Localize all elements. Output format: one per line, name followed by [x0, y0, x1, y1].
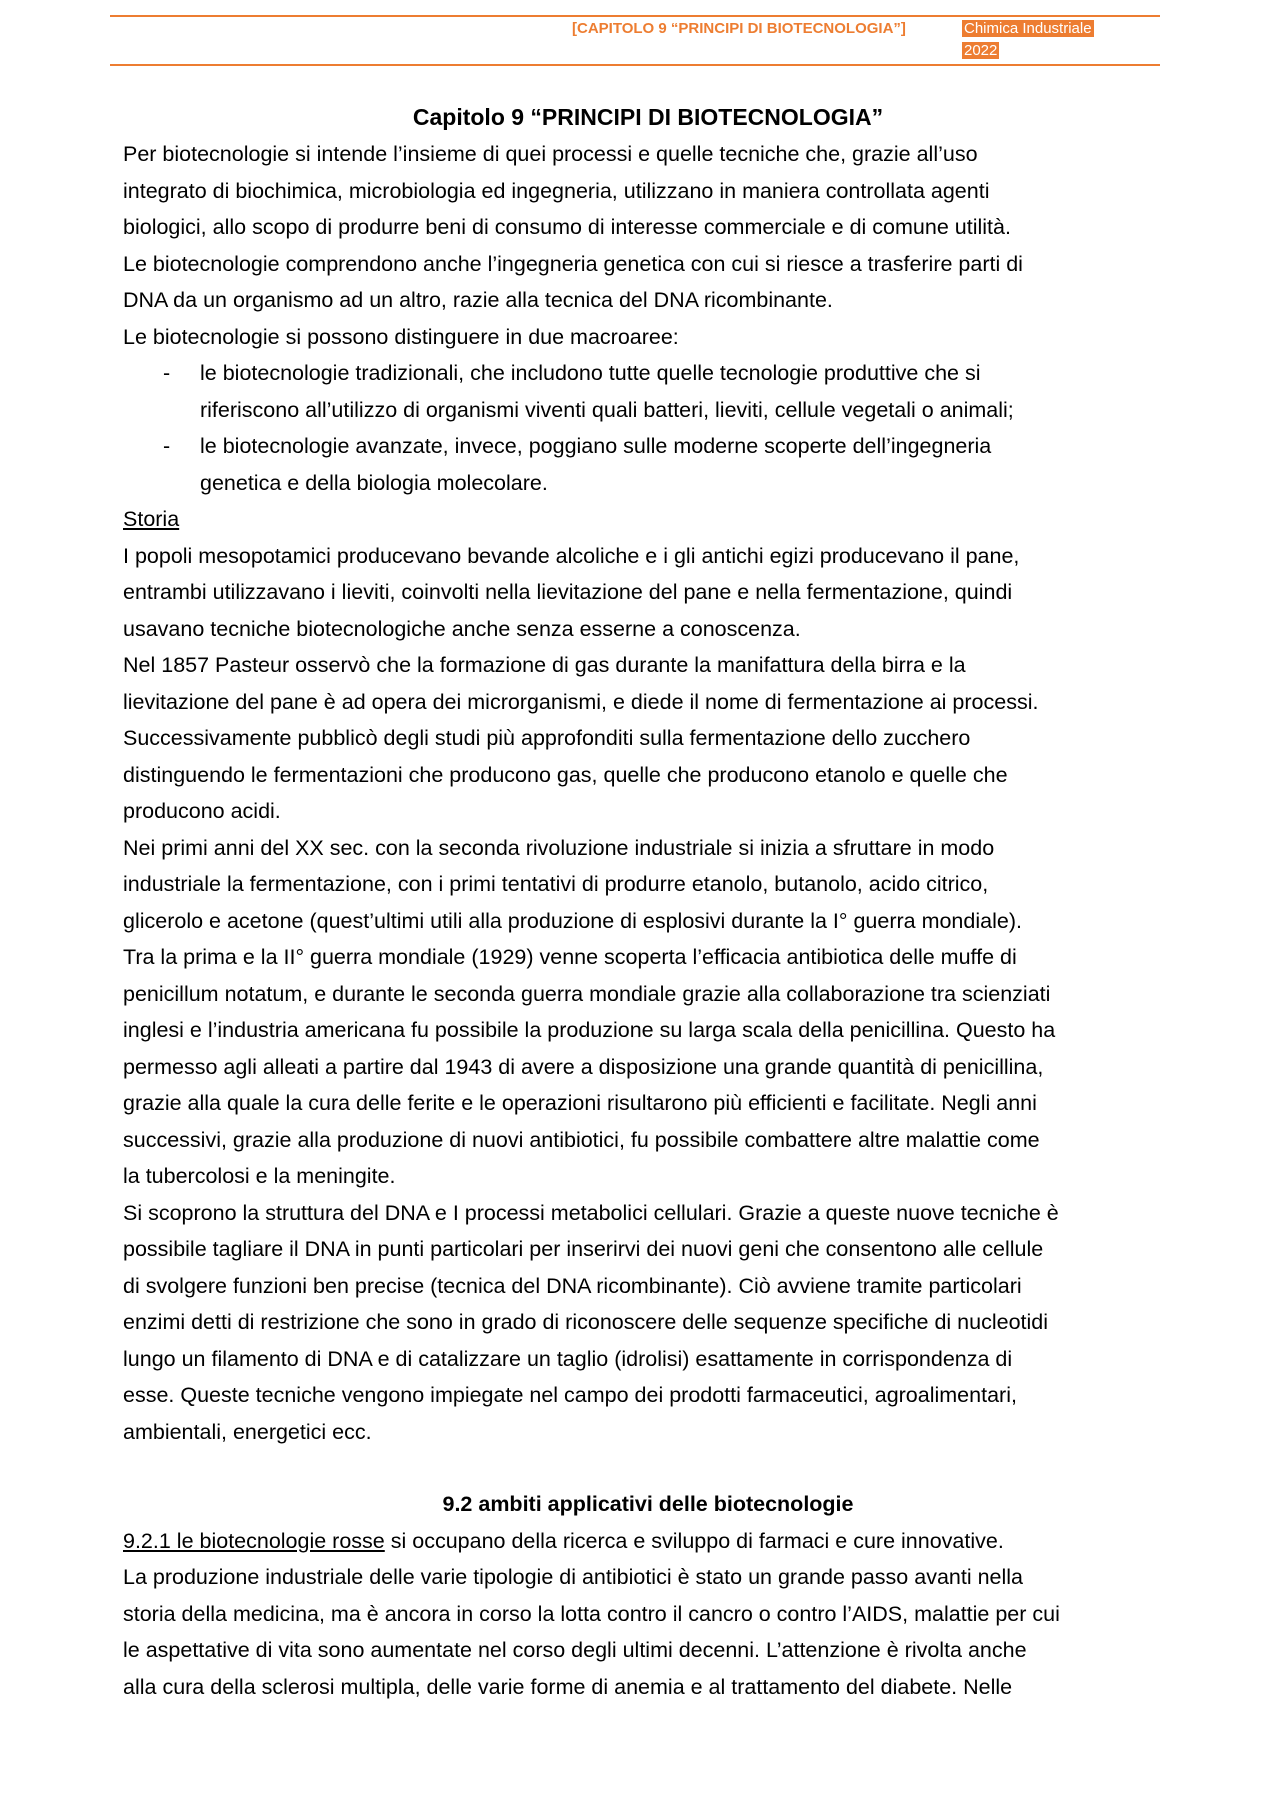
text-line: Le biotecnologie comprendono anche l’ingegneria genetica con cui si riesce a trasferire parti di: [123, 251, 1023, 276]
text-line: industriale la fermentazione, con i primi tentativi di produrre etanolo, butanolo, acido citrico,: [123, 872, 989, 896]
history-paragraphs: [123, 538, 1173, 1451]
history-heading: Storia: [123, 507, 180, 531]
text-line: Nei primi anni del XX sec. con la seconda rivoluzione industriale si inizia a sfruttare in modo: [123, 835, 995, 860]
section-title: 9.2 ambiti applicativi delle biotecnologie: [442, 1492, 854, 1516]
text-line: Le biotecnologie si possono distinguere in due macroaree:: [123, 324, 679, 349]
red-biotech-heading-rest: si occupano della ricerca e sviluppo di farmaci e cure innovative.: [384, 1528, 1004, 1553]
text-line: I popoli mesopotamici producevano bevande alcoliche e i gli antichi egizi producevano il pane,: [123, 543, 1020, 568]
text-line: grazie alla quale la cura delle ferite e le operazioni risultarono più efficienti e facilitate. Negli anni: [123, 1091, 1037, 1115]
text-line: Per biotecnologie si intende l’insieme di quei processi e quelle tecniche che, grazie all’uso: [123, 142, 978, 166]
text-line: Si scoprono la struttura del DNA e I processi metabolici cellulari. Grazie a queste nuove tecniche è: [123, 1200, 1059, 1225]
header-top-rule: [110, 15, 1160, 17]
text-line: glicerolo e acetone (quest’ultimi utili alla produzione di esplosivi durante la I° guerra mondiale).: [123, 908, 1022, 933]
text-line: usavano tecniche biotecnologiche anche senza esserne a conoscenza.: [123, 616, 801, 641]
text-line: ambientali, energetici ecc.: [123, 1419, 372, 1444]
text-line: entrambi utilizzavano i lieviti, coinvolti nella lievitazione del pane e nella fermentazione, quindi: [123, 580, 1013, 604]
list-item-line: le biotecnologie avanzate, invece, poggiano sulle moderne scoperte dell’ingegneria: [200, 434, 992, 458]
text-line: distinguendo le fermentazioni che producono gas, quelle che producono etanolo e quelle che: [123, 762, 1008, 787]
red-biotech-heading: 9.2.1 le biotecnologie rosse: [123, 1528, 385, 1553]
header-course-year: 2022: [964, 42, 998, 59]
macroarea-list: [123, 355, 1173, 501]
page-body: [123, 98, 1173, 1705]
list-item: [123, 355, 1173, 392]
list-item-line: le biotecnologie tradizionali, che includono tutte quelle tecnologie produttive che si: [200, 361, 981, 385]
red-biotech-intro-line: [123, 1523, 1173, 1560]
red-biotech-paragraph: [123, 1559, 1173, 1705]
list-item-line: riferiscono all’utilizzo di organismi viventi quali batteri, lieviti, cellule vegetali o animali;: [200, 397, 1014, 422]
text-line: alla cura della sclerosi multipla, delle varie forme di anemia e al trattamento del diabete. Nelle: [123, 1674, 1013, 1699]
header-course-label: [962, 18, 1120, 62]
text-line: enzimi detti di restrizione che sono in grado di riconoscere delle sequenze specifiche di nucleotidi: [123, 1310, 1049, 1334]
text-line: inglesi e l’industria americana fu possibile la produzione su larga scala della penicillina. Questo ha: [123, 1018, 1056, 1042]
text-line: successivi, grazie alla produzione di nuovi antibiotici, fu possibile combattere altre malattie come: [123, 1127, 1040, 1152]
header-bottom-rule: [110, 64, 1160, 66]
text-line: lievitazione del pane è ad opera dei microrganismi, e diede il nome di fermentazione ai processi.: [123, 689, 1039, 714]
text-line: integrato di biochimica, microbiologia ed ingegneria, utilizzano in maniera controllata agenti: [123, 178, 990, 203]
text-line: Tra la prima e la II° guerra mondiale (1929) venne scoperta l’efficacia antibiotica delle muffe di: [123, 945, 1017, 969]
text-line: La produzione industriale delle varie tipologie di antibiotici è stato un grande passo avanti nella: [123, 1565, 1024, 1589]
text-line: la tubercolosi e la meningite.: [123, 1164, 396, 1188]
header-course-name: Chimica Industriale: [964, 20, 1092, 37]
text-line: possibile tagliare il DNA in punti particolari per inserirvi dei nuovi geni che consentono alle cellule: [123, 1237, 1044, 1261]
text-line: Successivamente pubblicò degli studi più approfonditi sulla fermentazione dello zucchero: [123, 726, 971, 750]
page-title: Capitolo 9 “PRINCIPI DI BIOTECNOLOGIA”: [412, 104, 884, 130]
dash-bullet: -: [163, 361, 171, 385]
text-line: Nel 1857 Pasteur osservò che la formazione di gas durante la manifattura della birra e la: [123, 653, 966, 677]
text-line: storia della medicina, ma è ancora in corso la lotta contro il cancro o contro l’AIDS, malattie per cui: [123, 1601, 1060, 1626]
text-line: le aspettative di vita sono aumentate nel corso degli ultimi decenni. L’attenzione è rivolta anche: [123, 1638, 1027, 1662]
text-line: biologici, allo scopo di produrre beni di consumo di interesse commerciale e di comune utilità.: [123, 215, 1011, 239]
intro-paragraph: [123, 136, 1173, 355]
dash-bullet: -: [163, 434, 171, 458]
list-item-line: genetica e della biologia molecolare.: [200, 470, 548, 495]
text-line: lungo un filamento di DNA e di catalizzare un taglio (idrolisi) esattamente in corrispondenza di: [123, 1346, 1013, 1371]
text-line: penicillum notatum, e durante le seconda guerra mondiale grazie alla collaborazione tra scienziati: [123, 981, 1051, 1006]
text-line: DNA da un organismo ad un altro, razie alla tecnica del DNA ricombinante.: [123, 288, 833, 312]
header-chapter-title: [CAPITOLO 9 “PRINCIPI DI BIOTECNOLOGIA”]: [572, 20, 906, 37]
text-line: di svolgere funzioni ben precise (tecnica del DNA ricombinante). Ciò avviene tramite particolari: [123, 1273, 1022, 1298]
text-line: esse. Queste tecniche vengono impiegate nel campo dei prodotti farmaceutici, agroalimentari,: [123, 1383, 1017, 1407]
list-item-continuation: [123, 392, 1173, 429]
text-line: producono acidi.: [123, 799, 281, 823]
list-item: [123, 428, 1173, 465]
text-line: permesso agli alleati a partire dal 1943 di avere a disposizione una grande quantità di penicillina,: [123, 1054, 1044, 1079]
list-item-continuation: [123, 465, 1173, 502]
